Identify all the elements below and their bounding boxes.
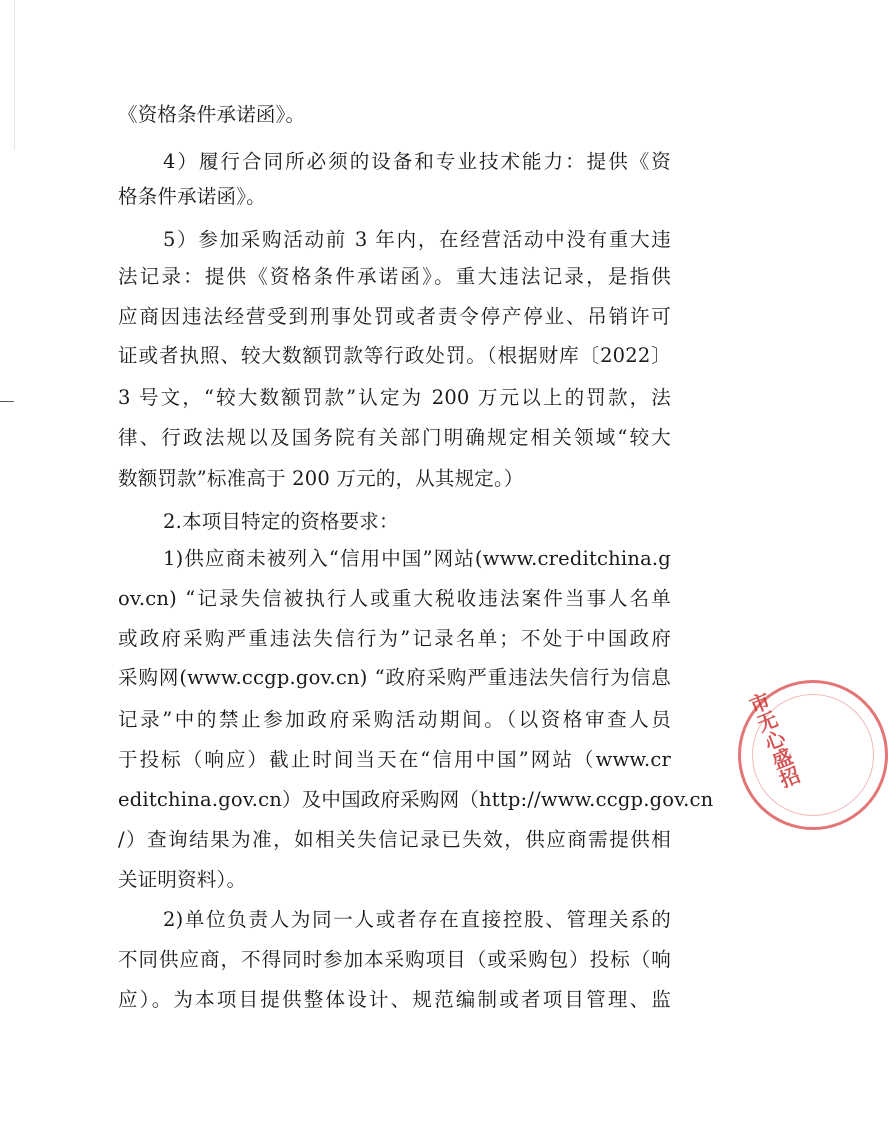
text-line: 1)供应商未被列入“信用中国”网站(www.creditchina.g — [163, 547, 671, 570]
text-line: 应商因违法经营受到刑事处罚或者责令停产停业、吊销许可 — [118, 305, 671, 328]
scan-edge-mark — [14, 0, 15, 150]
text-line: 于投标（响应）截止时间当天在“信用中国”网站（www.cr — [118, 748, 671, 771]
text-line: 证或者执照、较大数额罚款等行政处罚。（根据财库〔2022〕 — [118, 344, 671, 367]
text-line: 4）履行合同所必须的设备和专业技术能力：提供《资 — [163, 150, 671, 173]
text-line: 《资格条件承诺函》。 — [118, 103, 306, 126]
text-line: 关证明资料）。 — [118, 868, 247, 891]
text-line: ov.cn) “记录失信被执行人或重大税收违法案件当事人名单 — [118, 587, 671, 610]
text-line: 采购网(www.ccgp.gov.cn) “政府采购严重违法失信行为信息 — [118, 666, 671, 689]
text-line: 5）参加采购活动前 3 年内，在经营活动中没有重大违 — [163, 228, 671, 251]
text-line: 2)单位负责人为同一人或者存在直接控股、管理关系的 — [163, 908, 671, 931]
text-line: 格条件承诺函》。 — [118, 185, 266, 208]
text-line: /）查询结果为准，如相关失信记录已失效，供应商需提供相 — [118, 828, 671, 851]
text-line: 法记录：提供《资格条件承诺函》。重大违法记录，是指供 — [118, 265, 671, 288]
text-line: 不同供应商，不得同时参加本采购项目（或采购包）投标（响 — [118, 948, 671, 971]
text-line: 律、行政法规以及国务院有关部门明确规定相关领域“较大 — [118, 426, 671, 449]
seal-text: 市无心盛招 — [743, 689, 804, 792]
text-line: 记录”中的禁止参加政府采购活动期间。（以资格审查人员 — [118, 708, 671, 731]
text-line: editchina.gov.cn）及中国政府采购网（http://www.ccgp.gov.cn — [118, 788, 714, 811]
text-line: 应）。为本项目提供整体设计、规范编制或者项目管理、监 — [118, 988, 671, 1011]
text-line: 数额罚款”标准高于 200 万元的，从其规定。） — [118, 467, 524, 490]
section-heading: 2.本项目特定的资格要求： — [163, 510, 399, 533]
text-line: 3 号文，“较大数额罚款”认定为 200 万元以上的罚款，法 — [118, 386, 671, 409]
text-line: 或政府采购严重违法失信行为”记录名单；不处于中国政府 — [118, 627, 671, 650]
binding-margin-mark — [0, 401, 14, 402]
